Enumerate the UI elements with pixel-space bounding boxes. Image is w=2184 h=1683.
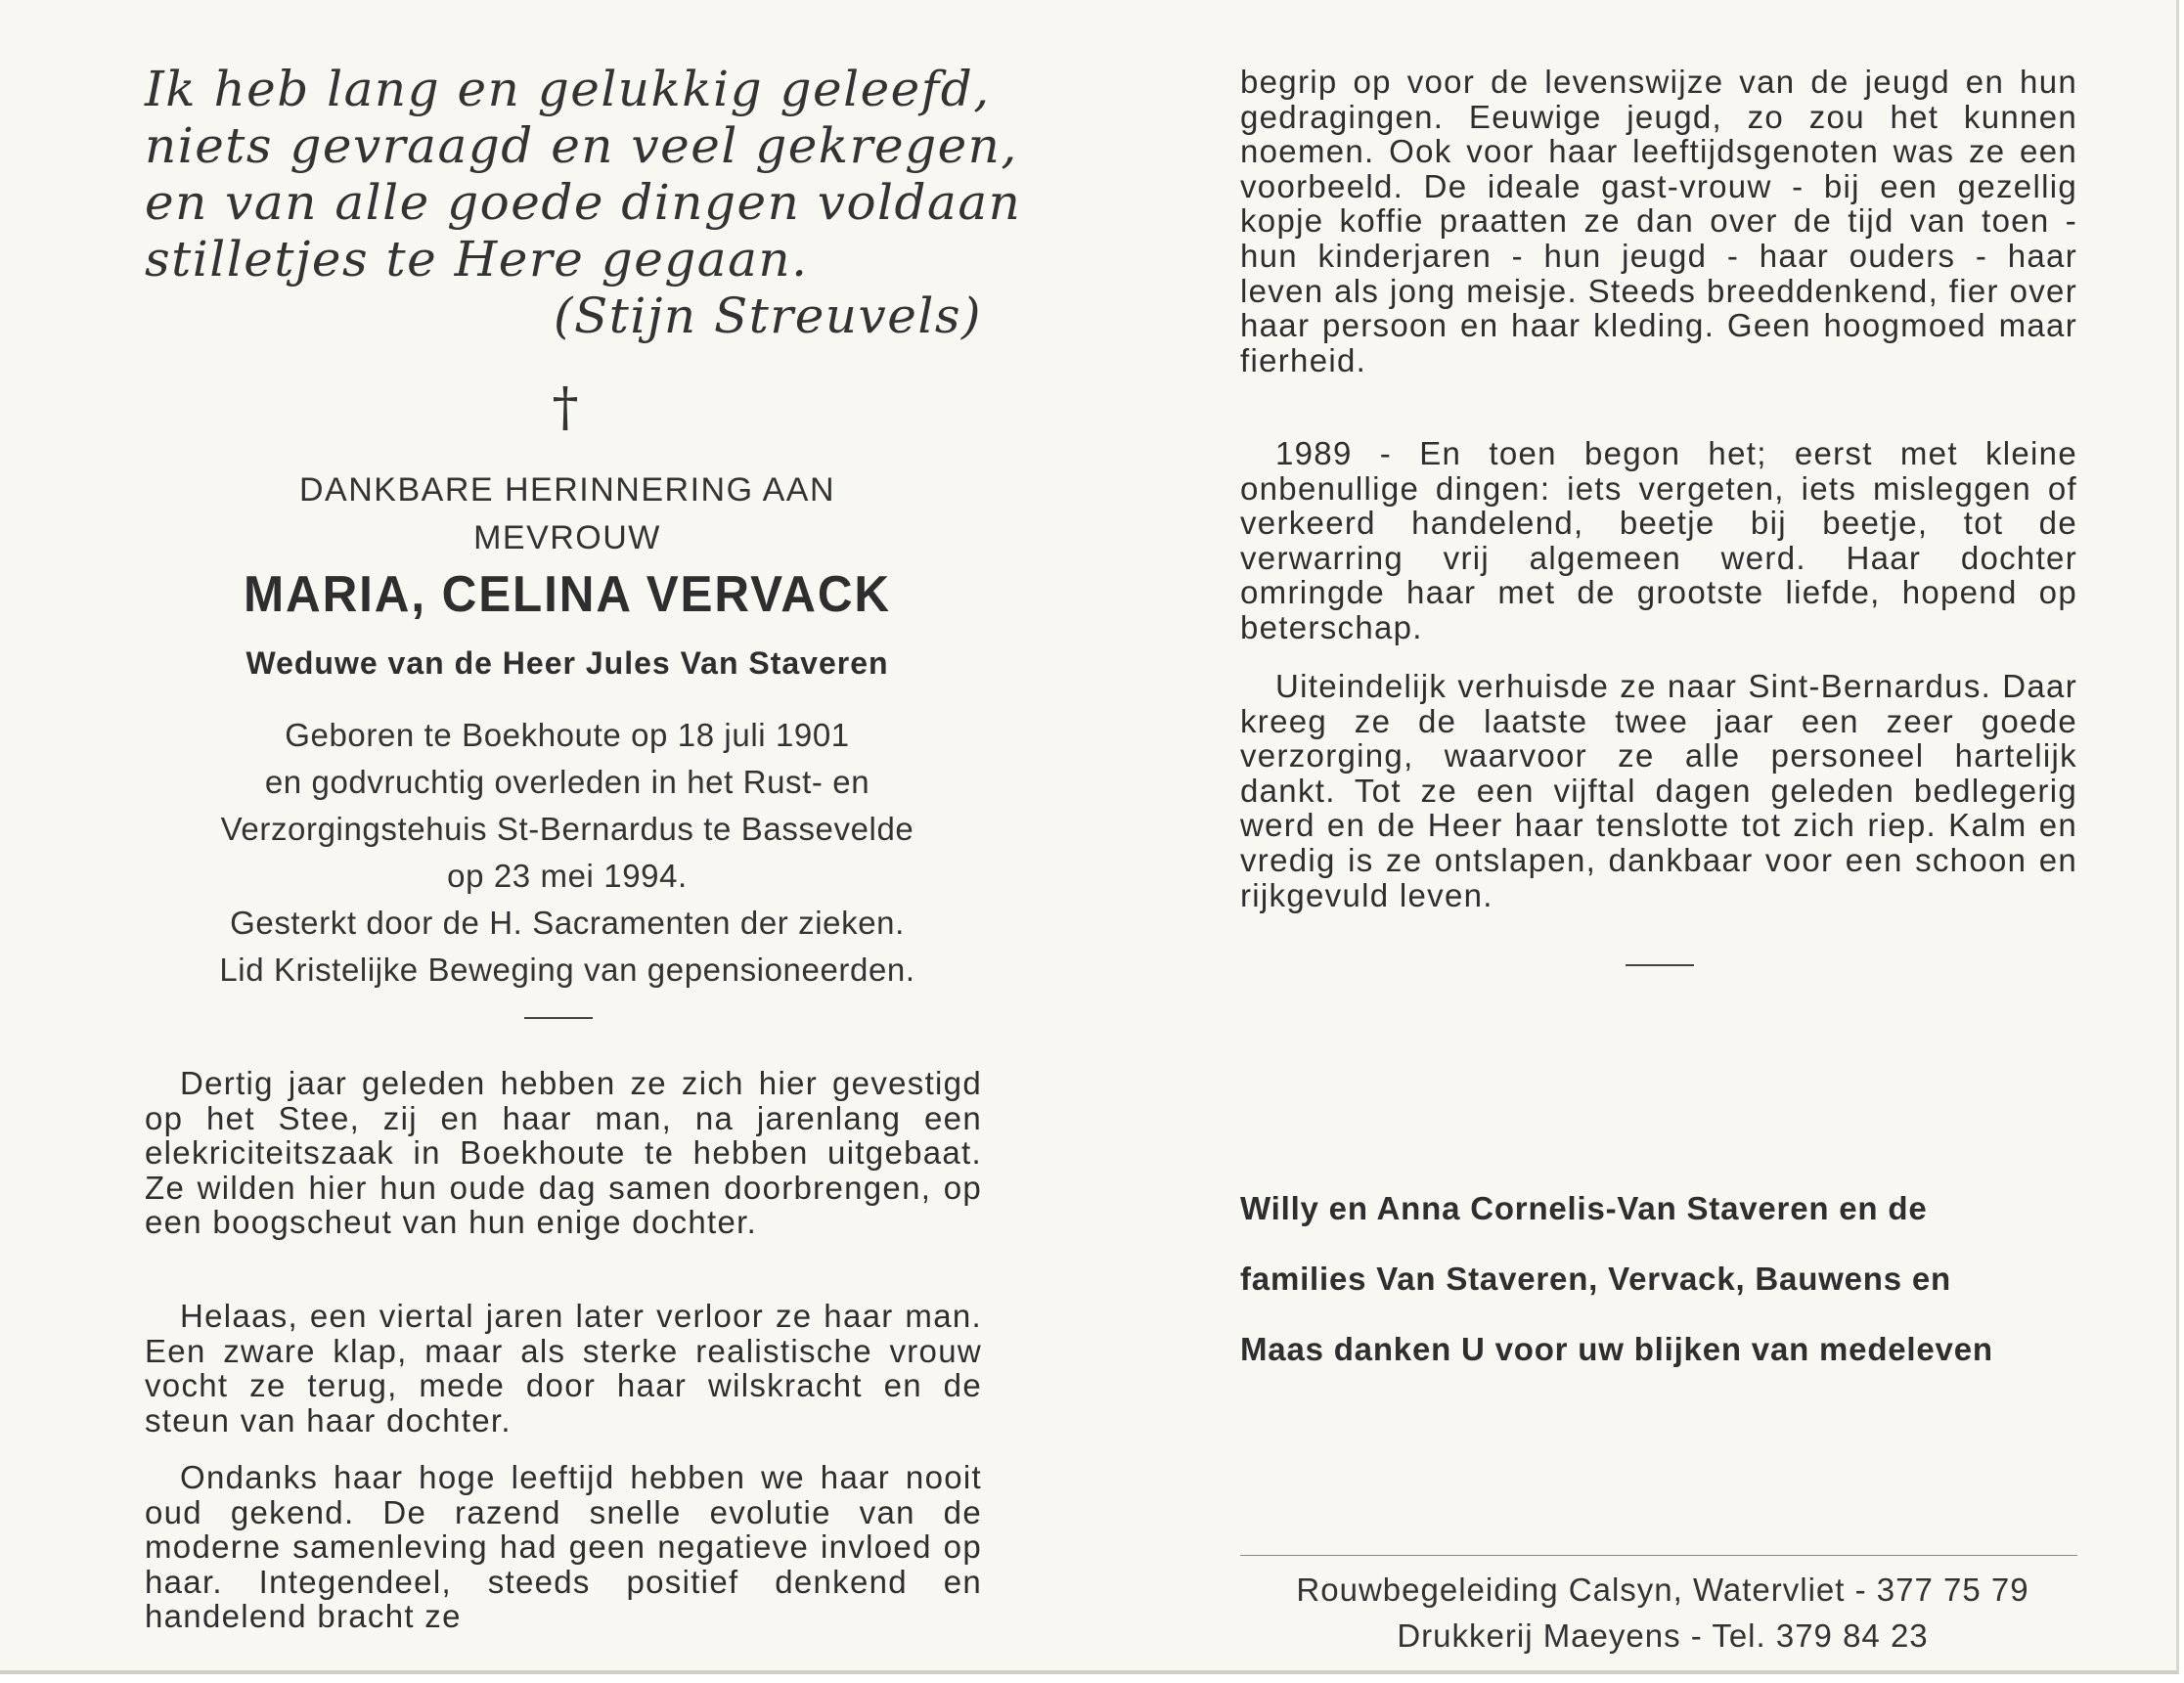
- paragraph: Uiteindelijk verhuisde ze naar Sint-Bernardus. Daar kreeg ze de laatste twee jaar een zeer goede verzorging, waarvoor ze alle personeel hartelijk dankt. Tot ze een vijftal dagen geleden bedlegerig werd en de Heer haar tenslotte tot zich riep. Kalm en vredig is ze ontslapen, dankbaar voor een schoon en rijkgevuld leven.: [1240, 668, 2077, 913]
- thanks-line: Maas danken U voor uw blijken van medeleven: [1240, 1331, 1993, 1367]
- poem-line: niets gevraagd en veel gekregen,: [145, 117, 1018, 174]
- detail-line: Gesterkt door de H. Sacramenten der zieken.: [230, 905, 905, 941]
- detail-line: Lid Kristelijke Beweging van gepensioneerden.: [219, 952, 915, 988]
- paragraph: begrip op voor de levenswijze van de jeugd en hun gedragingen. Eeuwige jeugd, zo zou het kunnen noemen. Ook voor haar leeftijdsgenoten was ze een voorbeeld. De ideale gast-vrouw - bij een gezellig kopje koffie praatten ze dan over de tijd van toen - hun kinderjaren - hun jeugd - haar ouders - haar leven als jong meisje. Steeds breeddenkend, fier over haar persoon en haar kleding. Geen hoogmoed maar fierheid.: [1240, 64, 2077, 378]
- poem-line: en van alle goede dingen voldaan: [145, 174, 1022, 231]
- dedication-line: DANKBARE HERINNERING AAN: [299, 471, 835, 509]
- printer-line: Drukkerij Maeyens - Tel. 379 84 23: [1397, 1617, 1929, 1654]
- paragraph: Ondanks haar hoge leeftijd hebben we haar nooit oud gekend. De razend snelle evolutie van de moderne samenleving had geen negatieve invloed op haar. Integendeel, steeds positief denkend en handelend bracht ze: [145, 1459, 982, 1635]
- poem-line: Ik heb lang en gelukkig geleefd,: [145, 61, 991, 117]
- cross-icon: †: [552, 376, 579, 438]
- poem-line: stilletjes te Here gegaan.: [145, 231, 809, 288]
- detail-line: en godvruchtig overleden in het Rust- en: [264, 764, 870, 800]
- detail-line: Geboren te Boekhoute op 18 juli 1901: [285, 717, 850, 753]
- paragraph: Dertig jaar geleden hebben ze zich hier gevestigd op het Stee, zij en haar man, na jarenlang een elekriciteitszaak in Boekhoute te hebben uitgebaat. Ze wilden hier hun oude dag samen doorbrengen, op een boogscheut van hun enige dochter.: [145, 1065, 982, 1241]
- footer: [1232, 1567, 2093, 1659]
- detail-line: op 23 mei 1994.: [447, 858, 688, 894]
- salutation: MEVROUW: [473, 519, 661, 556]
- life-details: [137, 712, 998, 994]
- paragraph: 1989 - En toen begon het; eerst met kleine onbenullige dingen: iets vergeten, iets misleggen of verkeerd handelend, beetje bij beetje, tot de verwarring vrij algemeen werd. Haar dochter omringde haar met de grootste liefde, hopend op beterschap.: [1240, 435, 2077, 645]
- thanks-line: families Van Staveren, Vervack, Bauwens en: [1240, 1261, 1951, 1297]
- deceased-name: MARIA, CELINA VERVACK: [243, 566, 892, 623]
- widow-subtitle: Weduwe van de Heer Jules Van Staveren: [245, 645, 889, 681]
- funeral-service-line: Rouwbegeleiding Calsyn, Watervliet - 377 75 79: [1296, 1572, 2029, 1608]
- divider: [524, 1017, 593, 1019]
- poem-author: (Stijn Streuvels): [554, 288, 982, 344]
- divider: [1626, 964, 1694, 966]
- paragraph: Helaas, een viertal jaren later verloor ze haar man. Een zware klap, maar als sterke realistische vrouw vocht ze terug, mede door haar wilskracht en de steun van haar dochter.: [145, 1298, 982, 1439]
- family-thanks: [1240, 1174, 2091, 1385]
- detail-line: Verzorgingstehuis St-Bernardus te Bassevelde: [220, 811, 914, 847]
- poem: [145, 61, 1022, 344]
- thanks-line: Willy en Anna Cornelis-Van Staveren en de: [1240, 1190, 1928, 1226]
- footer-divider: [1240, 1555, 2077, 1556]
